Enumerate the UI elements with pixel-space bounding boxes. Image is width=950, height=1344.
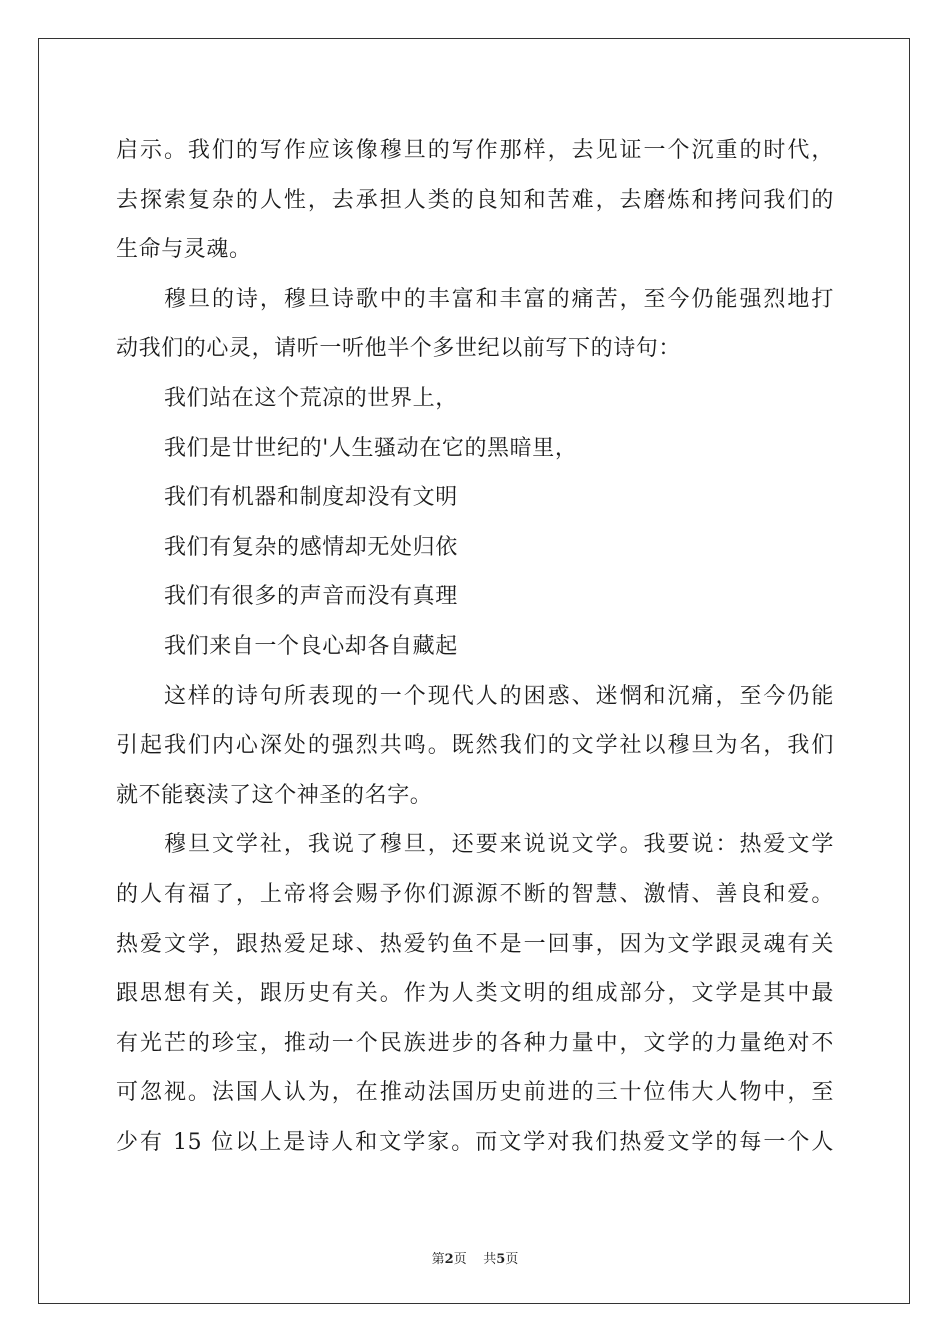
text-line: 穆旦的诗，穆旦诗歌中的丰富和丰富的痛苦，至今仍能强烈地打 bbox=[164, 286, 834, 312]
document-body bbox=[116, 126, 834, 1167]
total-pages-suffix: 页 bbox=[505, 1252, 519, 1267]
text-line: 生命与灵魂。 bbox=[116, 237, 252, 263]
text-line: 这样的诗句所表现的一个现代人的困惑、迷惘和沉痛，至今仍能 bbox=[164, 683, 834, 709]
poem-line: 我们有很多的声音而没有真理 bbox=[164, 584, 458, 610]
text-line: 引起我们内心深处的强烈共鸣。既然我们的文学社以穆旦为名，我们 bbox=[116, 733, 834, 759]
text-line: 就不能亵渎了这个神圣的名字。 bbox=[116, 782, 433, 808]
text-line: 的人有福了，上帝将会赐予你们源源不断的智慧、激情、善良和爱。 bbox=[116, 881, 834, 907]
text-line: 有光芒的珍宝，推动一个民族进步的各种力量中，文学的力量绝对不 bbox=[116, 1030, 834, 1056]
poem-line: 我们站在这个荒凉的世界上， bbox=[164, 385, 458, 411]
text-line: 去探索复杂的人性，去承担人类的良知和苦难，去磨炼和拷问我们的 bbox=[116, 187, 834, 213]
total-page-count: 5 bbox=[496, 1252, 506, 1267]
text-line: 少有 15 位以上是诗人和文学家。而文学对我们热爱文学的每一个人 bbox=[116, 1129, 834, 1155]
text-line: 可忽视。法国人认为，在推动法国历史前进的三十位伟大人物中，至 bbox=[116, 1080, 834, 1106]
text-line: 穆旦文学社，我说了穆旦，还要来说说文学。我要说：热爱文学 bbox=[164, 832, 834, 858]
text-line: 动我们的心灵，请听一听他半个多世纪以前写下的诗句： bbox=[116, 336, 682, 362]
poem-line: 我们是廿世纪的'人生骚动在它的黑暗里， bbox=[164, 435, 578, 461]
poem-line: 我们来自一个良心却各自藏起 bbox=[164, 633, 458, 659]
page-number-prefix: 第 bbox=[431, 1252, 445, 1267]
poem-line: 我们有机器和制度却没有文明 bbox=[164, 485, 458, 511]
text-line: 跟思想有关，跟历史有关。作为人类文明的组成部分，文学是其中最 bbox=[116, 981, 834, 1007]
text-line: 热爱文学，跟热爱足球、热爱钓鱼不是一回事，因为文学跟灵魂有关 bbox=[116, 931, 834, 957]
page-number-suffix: 页 bbox=[453, 1252, 467, 1267]
page-footer bbox=[0, 1248, 950, 1267]
current-page-number: 2 bbox=[444, 1252, 454, 1267]
text-line: 启示。我们的写作应该像穆旦的写作那样，去见证一个沉重的时代， bbox=[116, 138, 834, 163]
poem-line: 我们有复杂的感情却无处归依 bbox=[164, 534, 458, 560]
total-pages-prefix: 共 bbox=[483, 1252, 497, 1267]
